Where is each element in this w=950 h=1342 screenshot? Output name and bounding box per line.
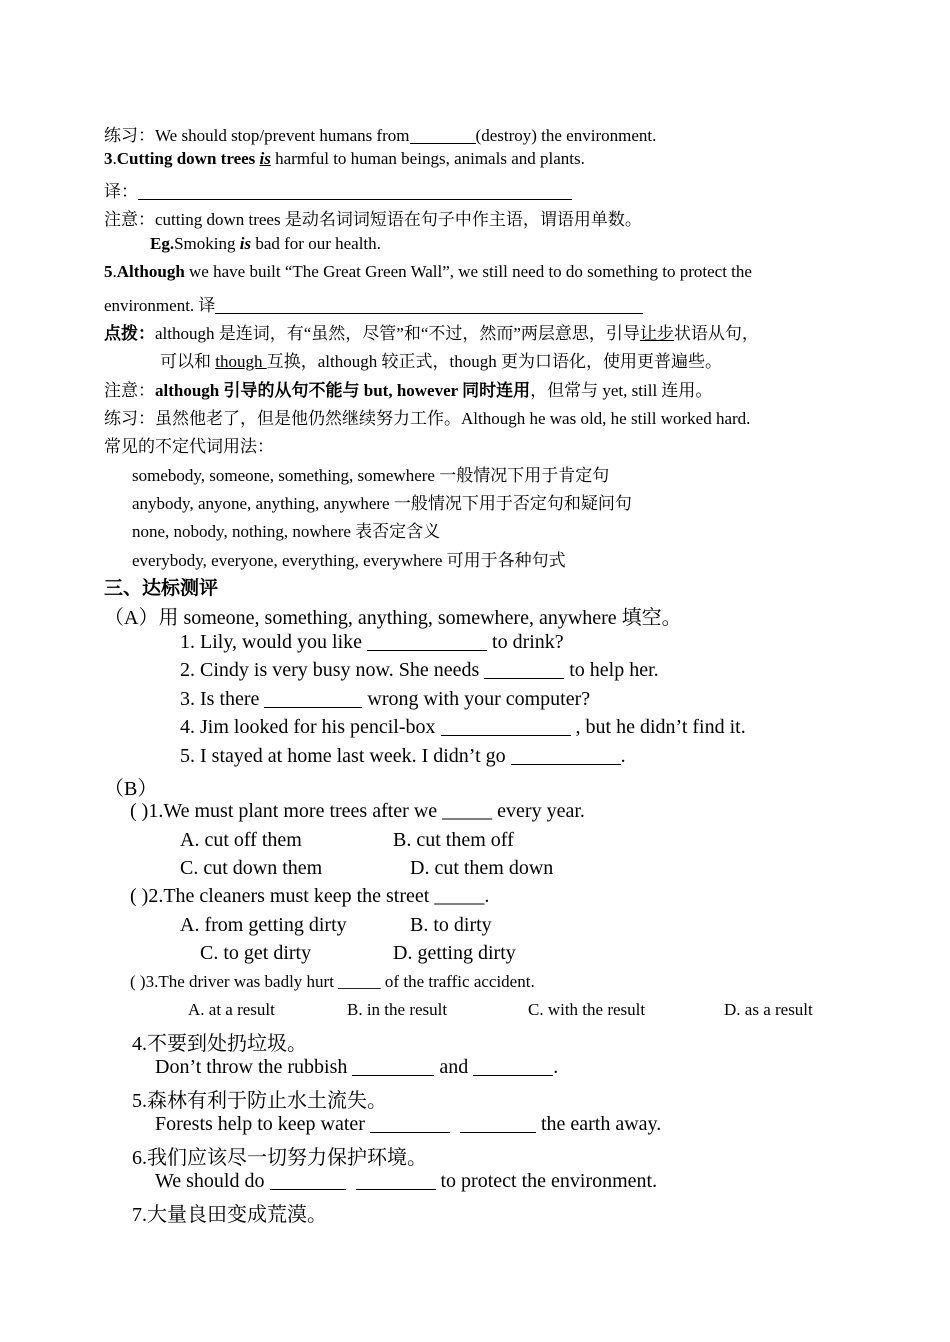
answer-blank[interactable]: [441, 715, 571, 736]
example-pre: Smoking: [174, 234, 240, 253]
note-label: 注意：: [104, 381, 155, 400]
question-text: 3. Is there: [180, 688, 265, 710]
translation-blank[interactable]: [138, 182, 572, 200]
pronouns-title: 常见的不定代词用法：: [104, 437, 274, 456]
item-subject: Cutting down trees: [116, 149, 256, 168]
part-b-question-1: ( )1.We must plant more trees after we _____ every year.: [130, 800, 585, 822]
question-text-end: wrong with your computer?: [362, 688, 591, 710]
part-b-question-3: ( )3.The driver was badly hurt _____ of the traffic accident.: [130, 972, 535, 991]
item-3-sentence: [104, 149, 950, 169]
question-text-end: , but he didn’t find it.: [570, 716, 746, 738]
answer-blank[interactable]: [367, 630, 487, 651]
translation-blank[interactable]: [215, 296, 643, 314]
part-a-label: （A）: [104, 607, 159, 629]
note-bold: although 引导的从句不能与 but, however 同时连用: [155, 381, 531, 400]
answer-blank[interactable]: [370, 1112, 450, 1133]
item-number: 3: [104, 149, 113, 168]
part-a-question-5: [180, 744, 950, 768]
option-d[interactable]: D. cut them down: [410, 857, 554, 879]
translate-label: 译：: [104, 182, 138, 201]
item-5-translate-label: environment. 译: [104, 296, 216, 315]
note-3: 注意：cutting down trees 是动名词词短语在句子中作主语，谓语用单数。: [104, 210, 642, 229]
option-b[interactable]: B. in the result: [347, 1000, 448, 1019]
part-b-heading: （B）: [104, 778, 158, 800]
tip-underlined-word: 让步: [639, 324, 674, 343]
tip-5-line-2: [160, 347, 950, 372]
example-rest: bad for our health.: [251, 234, 381, 253]
item-verb: is: [259, 149, 271, 168]
item-number: 5: [104, 262, 113, 281]
part-b-question-5-en: [155, 1112, 950, 1136]
part-b-question-4-cn: 4.不要到处扔垃圾。: [132, 1033, 307, 1055]
question-text: 2. Cindy is very busy now. She needs: [180, 659, 485, 681]
answer-blank[interactable]: [352, 1055, 434, 1076]
section-title: 三、达标测评: [104, 578, 219, 599]
answer-blank[interactable]: [460, 1112, 536, 1133]
question-text: Forests help to keep water: [155, 1113, 370, 1135]
question-text-end: to help her.: [564, 659, 659, 681]
question-text: 1. Lily, would you like: [180, 631, 368, 653]
part-b-question-5-cn: 5.森林有利于防止水土流失。: [132, 1090, 387, 1112]
example-3: [150, 234, 950, 254]
tip-line2-underlined: though: [215, 352, 267, 371]
part-b-question-6-cn: 6.我们应该尽一切努力保护环境。: [132, 1147, 427, 1169]
part-a-instruction: 用 someone, something, anything, somewhere, anywhere 填空。: [158, 607, 682, 629]
question-text-mid: and: [434, 1056, 474, 1078]
example-verb: is: [239, 234, 252, 253]
pronoun-rule: none, nobody, nothing, nowhere 表否定含义: [132, 522, 441, 541]
item-dot: .: [112, 149, 117, 168]
answer-blank[interactable]: [270, 1169, 346, 1190]
question-text-end: .: [620, 745, 626, 767]
option-c[interactable]: C. with the result: [528, 1000, 646, 1019]
example-label: Eg.: [150, 234, 175, 253]
option-c[interactable]: C. cut down them: [180, 857, 323, 879]
answer-blank[interactable]: [484, 658, 564, 679]
option-a[interactable]: A. cut off them: [180, 829, 302, 851]
practice-5: 练习：虽然他老了，但是他仍然继续努力工作。Although he was old, he still worked hard.: [104, 409, 751, 428]
question-text-end: the earth away.: [535, 1113, 662, 1135]
item-keyword: Although: [116, 262, 185, 281]
part-b-question-7-cn: 7.大量良田变成荒漠。: [132, 1204, 327, 1226]
option-d[interactable]: D. as a result: [724, 1000, 813, 1019]
item-5-line-2: [104, 291, 950, 316]
question-text: 5. I stayed at home last week. I didn’t go: [180, 745, 511, 767]
part-a-question-3: [180, 687, 950, 711]
option-a[interactable]: A. at a result: [188, 1000, 275, 1019]
tip-5: [104, 319, 950, 344]
part-a-question-2: [180, 658, 950, 682]
tip-text: although 是连词，有“虽然，尽管”和“不过，然而”两层意思，引导: [155, 324, 640, 343]
part-a-question-4: [180, 715, 950, 739]
answer-blank[interactable]: [511, 744, 621, 765]
note-rest: ，但常与 yet, still 连用。: [530, 381, 713, 400]
item-rest: we have built “The Great Green Wall”, we still need to do something to protect the: [184, 262, 752, 281]
question-text-end: .: [553, 1056, 559, 1078]
option-b[interactable]: B. to dirty: [410, 914, 492, 936]
tip-text-end: 状语从句，: [673, 324, 759, 343]
practice-sentence-end: (destroy) the environment.: [475, 126, 657, 145]
option-c[interactable]: C. to get dirty: [200, 942, 312, 964]
part-b-question-4-en: [155, 1055, 950, 1079]
question-text: We should do: [155, 1170, 270, 1192]
question-text: 4. Jim looked for his pencil-box: [180, 716, 441, 738]
practice-line-1: [104, 121, 950, 146]
answer-blank[interactable]: [264, 687, 362, 708]
question-text-end: to drink?: [487, 631, 564, 653]
answer-blank[interactable]: [410, 126, 476, 144]
pronoun-rule: everybody, everyone, everything, everywhere 可用于各种句式: [132, 551, 566, 570]
part-b-question-2: ( )2.The cleaners must keep the street _____.: [130, 885, 490, 907]
item-rest: harmful to human beings, animals and plants.: [275, 149, 585, 168]
note-5: [104, 376, 950, 401]
practice-label: 练习：: [104, 126, 155, 145]
tip-line2-rest: 互换，although 较正式，though 更为口语化，使用更普遍些。: [266, 352, 722, 371]
question-text: Don’t throw the rubbish: [155, 1056, 353, 1078]
tip-line2-pre: 可以和: [160, 352, 216, 371]
answer-blank[interactable]: [356, 1169, 436, 1190]
practice-sentence-start: We should stop/prevent humans from: [155, 126, 410, 145]
option-b[interactable]: B. cut them off: [393, 829, 514, 851]
option-d[interactable]: D. getting dirty: [393, 942, 516, 964]
option-a[interactable]: A. from getting dirty: [180, 914, 347, 936]
translate-line-3: [104, 177, 950, 202]
part-b-question-6-en: [155, 1169, 950, 1193]
part-a-heading: [104, 601, 950, 630]
answer-blank[interactable]: [473, 1055, 553, 1076]
tip-label: 点拨：: [104, 324, 155, 343]
question-text-end: to protect the environment.: [435, 1170, 658, 1192]
pronoun-rule: somebody, someone, something, somewhere 一般情况下用于肯定句: [132, 466, 610, 485]
pronoun-rule: anybody, anyone, anything, anywhere 一般情况下用于否定句和疑问句: [132, 494, 632, 513]
item-dot: .: [112, 262, 117, 281]
part-a-question-1: [180, 630, 950, 654]
item-5-sentence: [104, 262, 950, 282]
